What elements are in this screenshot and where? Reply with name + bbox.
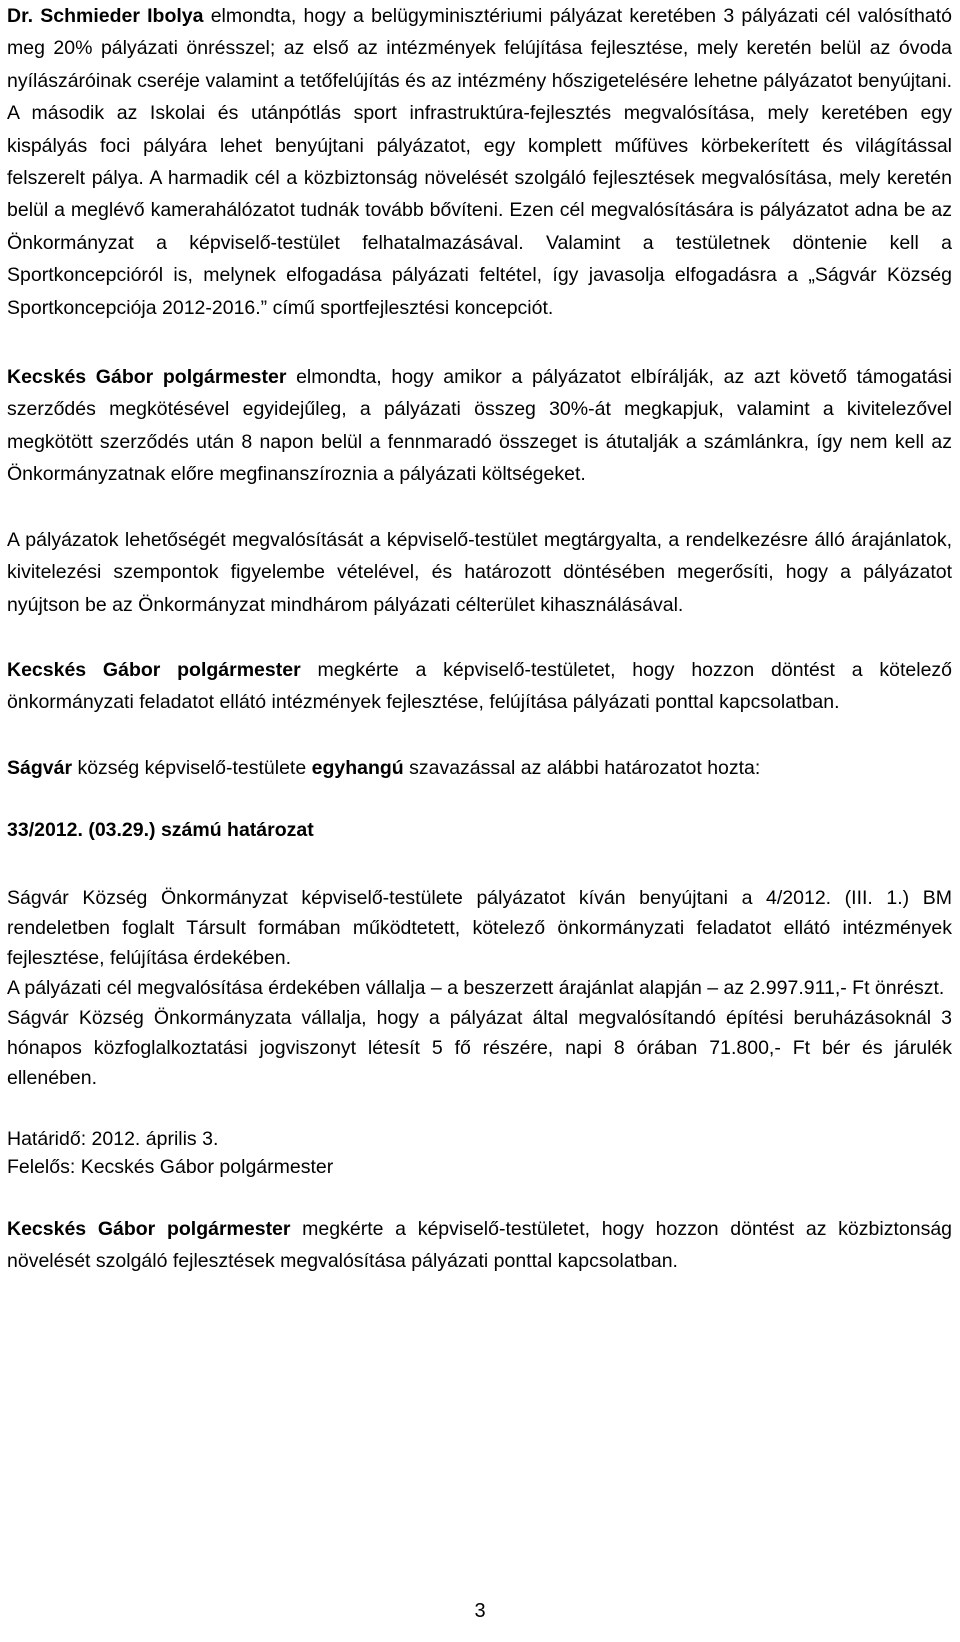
deadline: Határidő: 2012. április 3. [7,1127,219,1150]
document-page [7,0,952,1277]
speaker-name: Kecskés Gábor polgármester [7,366,287,389]
resolution-line: A pályázati cél megvalósítása érdekében vállalja – a beszerzett árajánlat alapján – az 2.997.911,- Ft önrészt. [7,976,945,999]
paragraph-vote [7,752,952,784]
paragraph-schmieder [7,0,952,324]
paragraph-mayor-request-1 [7,654,952,719]
paragraph-text: elmondta, hogy a belügyminisztériumi pályázat keretében 3 pályázati cél valósítható meg 20% pályázati önrésszel; az első az intézmények felújítása fejlesztése, mely keretén belül az óvoda nyílászáróinak cseréje valamint a tetőfelújítás és az intézmény hőszigetelésére lehetne pályázatot benyújtani. A második az Iskolai és utánpótlás sport infrastruktúra-fejlesztés megvalósítása, mely keretében egy kispályás foci pályára lehet benyújtani pályázatot, egy komplett műfüves körbekerített és világítással felszerelt pálya. A harmadik cél a közbiztonság növelését szolgáló fejlesztések megvalósítása, mely keretén belül a meglévő kamerahálózatot tudnák tovább bővíteni. Ezen cél megvalósítására is pályázatot adna be az Önkormányzat a képviselő-testület felhatalmazásával. Valamint a testületnek döntenie kell a Sportkoncepcióról is, melynek elfogadása pályázati feltétel, így javasolja elfogadásra a „Ságvár Község Sportkoncepciója 2012-2016.” című sportfejlesztési koncepciót. [7,5,953,319]
paragraph-board-discussion: A pályázatok lehetőségét megvalósítását a képviselő-testület megtárgyalta, a rendelkezésre álló árajánlatok, kivitelezési szempontok figyelembe vételével, és határozott döntésében megerősíti, hogy a pályázatot nyújtson be az Önkormányzat mindhárom pályázati célterület kihasználásával. [7,528,952,616]
paragraph-text: megkérte a képviselő-testületet, hogy hozzon döntést az közbiztonság növelését szolgáló fejlesztések megvalósítása pályázati ponttal kapcsolatban. [7,1217,953,1272]
vote-text: szavazással az alábbi határozatot hozta: [403,756,761,779]
paragraph-mayor-financing [7,361,952,491]
council-name: Ságvár [7,756,73,779]
paragraph-mayor-request-2 [7,1213,952,1278]
speaker-name: Dr. Schmieder Ibolya [7,5,204,27]
vote-text: község képviselő-testülete [72,756,312,779]
vote-result: egyhangú [311,756,404,779]
speaker-name: Kecskés Gábor polgármester [7,658,301,681]
page-number: 3 [474,1600,486,1622]
responsible: Felelős: Kecskés Gábor polgármester [7,1155,334,1178]
resolution-title: 33/2012. (03.29.) számú határozat [7,819,314,842]
resolution-body [7,883,952,1093]
speaker-name: Kecskés Gábor polgármester [7,1217,291,1240]
resolution-line: Ságvár Község Önkormányzat képviselő-testülete pályázatot kíván benyújtani a 4/2012. (III. 1.) BM rendeletben foglalt Társult formában működtetett, kötelező önkormányzati feladatot ellátó intézmények fejlesztése, felújítása érdekében. [7,886,952,969]
paragraph-text: megkérte a képviselő-testületet, hogy hozzon döntést a kötelező önkormányzati feladatot ellátó intézmények fejlesztése, felújítása pályázati ponttal kapcsolatban. [7,658,953,714]
resolution-meta [7,1125,952,1181]
resolution-line: Ságvár Község Önkormányzata vállalja, hogy a pályázat által megvalósítandó építési beruházásoknál 3 hónapos közfoglalkoztatási jogviszonyt létesít 5 fő részére, napi 8 órában 71.800,- Ft bér és járulék ellenében. [7,1006,952,1089]
paragraph-text: elmondta, hogy amikor a pályázatot elbírálják, az azt követő támogatási szerződés megkötésével egyidejűleg, a pályázati összeg 30%-át megkapjuk, valamint a kivitelezővel megkötött szerződés után 8 napon belül a fennmaradó összeget is átutalják a számlánkra, így nem kell az Önkormányzatnak előre megfinanszíroznia a pályázati költségeket. [7,366,953,486]
